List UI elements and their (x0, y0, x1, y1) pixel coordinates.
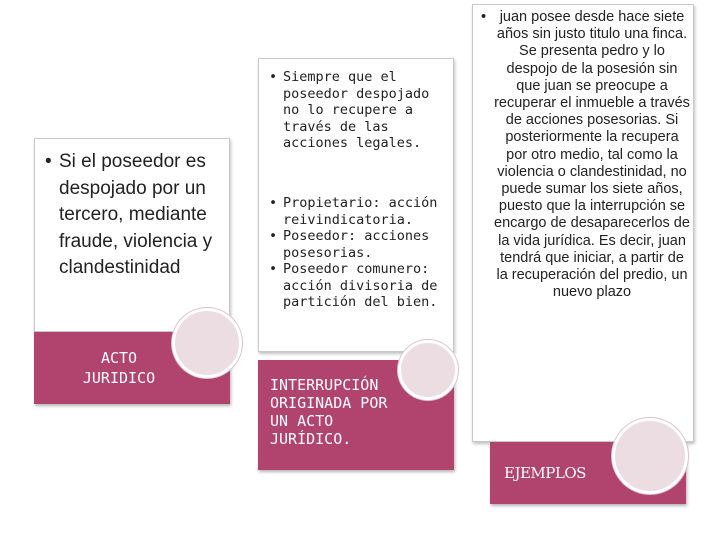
label-acto-juridico-text: ACTO JURIDICO (82, 349, 156, 387)
card2-bullet: • Propietario: acción reivindicatoria. (267, 195, 451, 228)
card3-bullet: • juan posee desde hace siete años sin justo titulo una finca. Se presenta pedro y lo despojo de la posesión sin que juan se preocupe a recuperar el inmueble a través de acciones posesorias. Si posteriormente la recupera por otro medio, tal como la violencia o clandestinidad, no puede sumar los siete años, puesto que la interrupción se encargo de desaparecerlos de la vida jurídica. Es decir, juan tendrá que iniciar, a partir de la recuperación del predio, un nuevo plazo (479, 9, 691, 301)
card2-bullet: • Poseedor comunero: acción divisoria de partición del bien. (267, 261, 451, 311)
card2-bullet: • Poseedor: acciones posesorias. (267, 228, 451, 261)
card-ejemplos (472, 4, 694, 442)
card2-bullet: • Siempre que el poseedor despojado no lo recupere a través de las acciones legales. (267, 69, 451, 152)
card1-bullet: • Si el poseedor es despojado por un tercero, mediante fraude, violencia y clandestinidad (43, 149, 227, 282)
card1-bullet-list (43, 149, 227, 282)
decorative-circle-2 (398, 340, 458, 400)
card3-bullet-list (479, 9, 691, 301)
card-interrupcion (258, 58, 454, 352)
card2-bullet-list-top (267, 69, 451, 152)
card2-bullet-list-bottom (267, 195, 451, 311)
card-acto-juridico (34, 138, 230, 332)
decorative-circle-3 (612, 418, 688, 494)
label-ejemplos-text: EJEMPLOS (504, 464, 586, 482)
decorative-circle-1 (172, 308, 242, 378)
label-interrupcion-text: INTERRUPCIÓN ORIGINADA POR UN ACTO JURÍDICO. (270, 376, 388, 448)
